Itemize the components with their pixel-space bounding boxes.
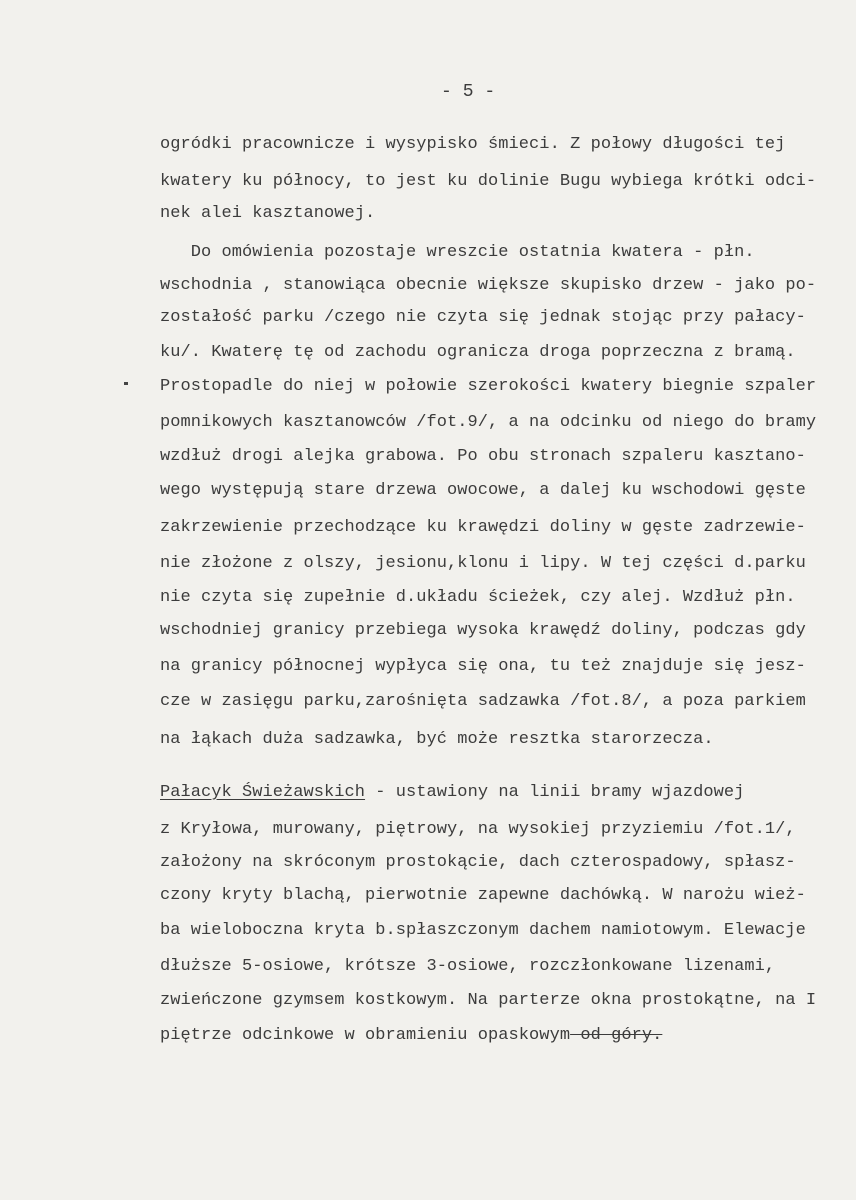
section-heading: Pałacyk Świeżawskich [160,783,366,802]
paragraph3-line-1-rest: - ustawiony na linii bramy wjazdowej [365,783,745,802]
paragraph3-line-1 [160,782,744,804]
paragraph2-line-1: Do omówienia pozostaje wreszcie ostatnia kwatera - płn. [160,243,755,262]
paragraph2-line-11: nie czyta się zupełnie d.układu ścieżek, czy alej. Wzdłuż płn. [160,588,796,607]
paragraph2-line-5: Prostopadle do niej w połowie szerokości kwatery biegnie szpaler [160,377,817,396]
page-number: - 5 - [441,82,496,102]
paragraph2-line-13: na granicy północnej wypłyca się ona, tu też znajduje się jesz- [160,657,806,676]
paragraph2-line-14: cze w zasięgu parku,zarośnięta sadzawka /fot.8/, a poza parkiem [160,692,806,711]
paragraph2-line-6: pomnikowych kasztanowców /fot.9/, a na odcinku od niego do bramy [160,413,817,432]
paragraph3-line-8-text: piętrze odcinkowe w obramieniu opaskowym [160,1026,571,1045]
paragraph3-line-2: z Kryłowa, murowany, piętrowy, na wysokiej przyziemiu /fot.1/, [160,820,796,839]
paragraph2-line-2: wschodnia , stanowiąca obecnie większe skupisko drzew - jako po- [160,276,817,295]
paragraph2-line-8: wego występują stare drzewa owocowe, a dalej ku wschodowi gęste [160,481,806,500]
paragraph3-line-3: założony na skróconym prostokącie, dach czterospadowy, spłasz- [160,853,796,872]
paragraph2-line-3: zostałość parku /czego nie czyta się jednak stojąc przy pałacy- [160,308,806,327]
paragraph3-line-8 [160,1025,662,1047]
struck-text: od góry. [570,1026,663,1045]
paragraph2-line-12: wschodniej granicy przebiega wysoka krawędź doliny, podczas gdy [160,621,806,640]
paragraph2-line-9: zakrzewienie przechodzące ku krawędzi doliny w gęste zadrzewie- [160,518,806,537]
margin-mark [124,382,128,385]
paragraph1-line-2: kwatery ku północy, to jest ku dolinie Bugu wybiega krótki odci- [160,172,817,191]
paragraph3-line-7: zwieńczone gzymsem kostkowym. Na parterze okna prostokątne, na I [160,991,817,1010]
paragraph2-line-4: ku/. Kwaterę tę od zachodu ogranicza droga poprzeczna z bramą. [160,343,796,362]
paragraph3-line-4: czony kryty blachą, pierwotnie zapewne dachówką. W narożu wież- [160,886,806,905]
paragraph2-line-15: na łąkach duża sadzawka, być może resztka starorzecza. [160,730,714,749]
paragraph2-line-10: nie złożone z olszy, jesionu,klonu i lipy. W tej części d.parku [160,554,806,573]
paragraph1-line-3: nek alei kasztanowej. [160,204,376,223]
paragraph3-line-5: ba wieloboczna kryta b.spłaszczonym dachem namiotowym. Elewacje [160,921,806,940]
paragraph1-line-1: ogródki pracownicze i wysypisko śmieci. Z połowy długości tej [160,135,786,154]
paragraph3-line-6: dłuższe 5-osiowe, krótsze 3-osiowe, rozczłonkowane lizenami, [160,957,776,976]
paragraph2-line-7: wzdłuż drogi alejka grabowa. Po obu stronach szpaleru kasztano- [160,447,806,466]
